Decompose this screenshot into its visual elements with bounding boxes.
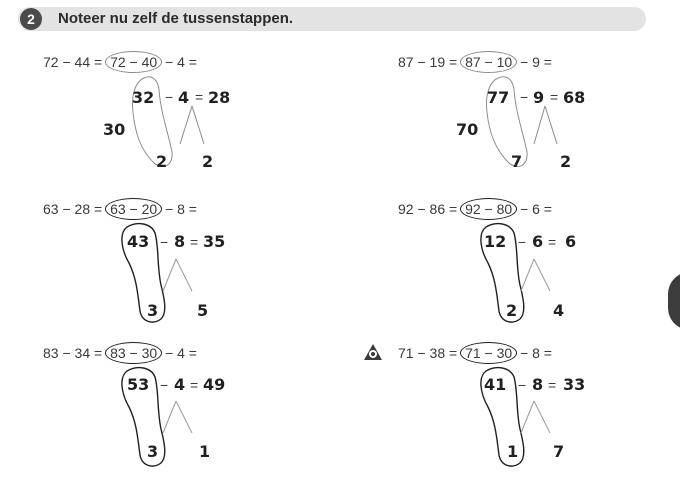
answer-result: 28 (208, 88, 231, 107)
answer-a: 12 (484, 232, 507, 251)
answer-bottom-left: 2 (156, 152, 168, 171)
answer-a: 77 (487, 88, 510, 107)
answer-b: 9 (533, 88, 545, 107)
answer-bottom-right: 2 (202, 152, 214, 171)
exercise-6: 71 − 38 = 71 − 30 − 8 = 41 − 8 = 33 1 7 (398, 345, 638, 475)
split-circle: 63 − 20 (106, 201, 161, 217)
exercise-1: 72 − 44 = 72 − 40 − 4 = 32 − 4 = 28 30 2 2 (43, 54, 283, 174)
answer-bottom-left: 1 (507, 442, 519, 461)
split-lines (43, 201, 283, 331)
equation: 92 − 86 = 92 − 80 − 6 = (398, 201, 552, 217)
answer-b: 4 (178, 88, 190, 107)
answer-result: 33 (563, 375, 586, 394)
answer-left: 70 (456, 120, 479, 139)
answer-bottom-right: 2 (560, 152, 572, 171)
answer-bottom-left: 3 (147, 301, 159, 320)
answer-a: 53 (127, 375, 150, 394)
answer-bottom-right: 7 (553, 442, 565, 461)
split-circle: 72 − 40 (106, 54, 161, 70)
answer-bottom-right: 4 (553, 301, 565, 320)
split-circle: 71 − 30 (461, 345, 516, 361)
equation: 72 − 44 = 72 − 40 − 4 = (43, 54, 197, 70)
answer-result: 6 (565, 232, 577, 251)
answer-bottom-left: 7 (511, 152, 523, 171)
equation: 83 − 34 = 83 − 30 − 4 = (43, 345, 197, 361)
split-lines (43, 345, 283, 475)
answer-result: 49 (203, 375, 226, 394)
warning-triangle-icon (363, 343, 383, 361)
answer-bottom-left: 2 (506, 301, 518, 320)
answer-a: 32 (132, 88, 155, 107)
answer-left: 30 (103, 120, 126, 139)
exercise-number: 2 (20, 8, 42, 30)
split-circle: 92 − 80 (461, 201, 516, 217)
answer-a: 43 (127, 232, 150, 251)
split-lines (398, 201, 638, 331)
equation: 63 − 28 = 63 − 20 − 8 = (43, 201, 197, 217)
answer-b: 6 (532, 232, 544, 251)
answer-b: 8 (532, 375, 544, 394)
exercise-5: 83 − 34 = 83 − 30 − 4 = 53 − 4 = 49 3 1 (43, 345, 283, 475)
answer-b: 4 (174, 375, 186, 394)
equation: 87 − 19 = 87 − 10 − 9 = (398, 54, 552, 70)
exercise-4: 92 − 86 = 92 − 80 − 6 = 12 − 6 = 6 2 4 (398, 201, 638, 331)
instruction: Noteer nu zelf de tussenstappen. (58, 10, 294, 27)
answer-result: 35 (203, 232, 226, 251)
answer-result: 68 (563, 88, 586, 107)
answer-bottom-right: 1 (199, 442, 211, 461)
answer-bottom-right: 5 (197, 301, 209, 320)
side-tab (668, 272, 680, 330)
split-circle: 83 − 30 (106, 345, 161, 361)
exercise-3: 63 − 28 = 63 − 20 − 8 = 43 − 8 = 35 3 5 (43, 201, 283, 331)
answer-bottom-left: 3 (147, 442, 159, 461)
answer-b: 8 (174, 232, 186, 251)
split-circle: 87 − 10 (461, 54, 516, 70)
exercise-2: 87 − 19 = 87 − 10 − 9 = 77 − 9 = 68 70 7 2 (398, 54, 638, 174)
equation: 71 − 38 = 71 − 30 − 8 = (398, 345, 552, 361)
answer-a: 41 (484, 375, 507, 394)
